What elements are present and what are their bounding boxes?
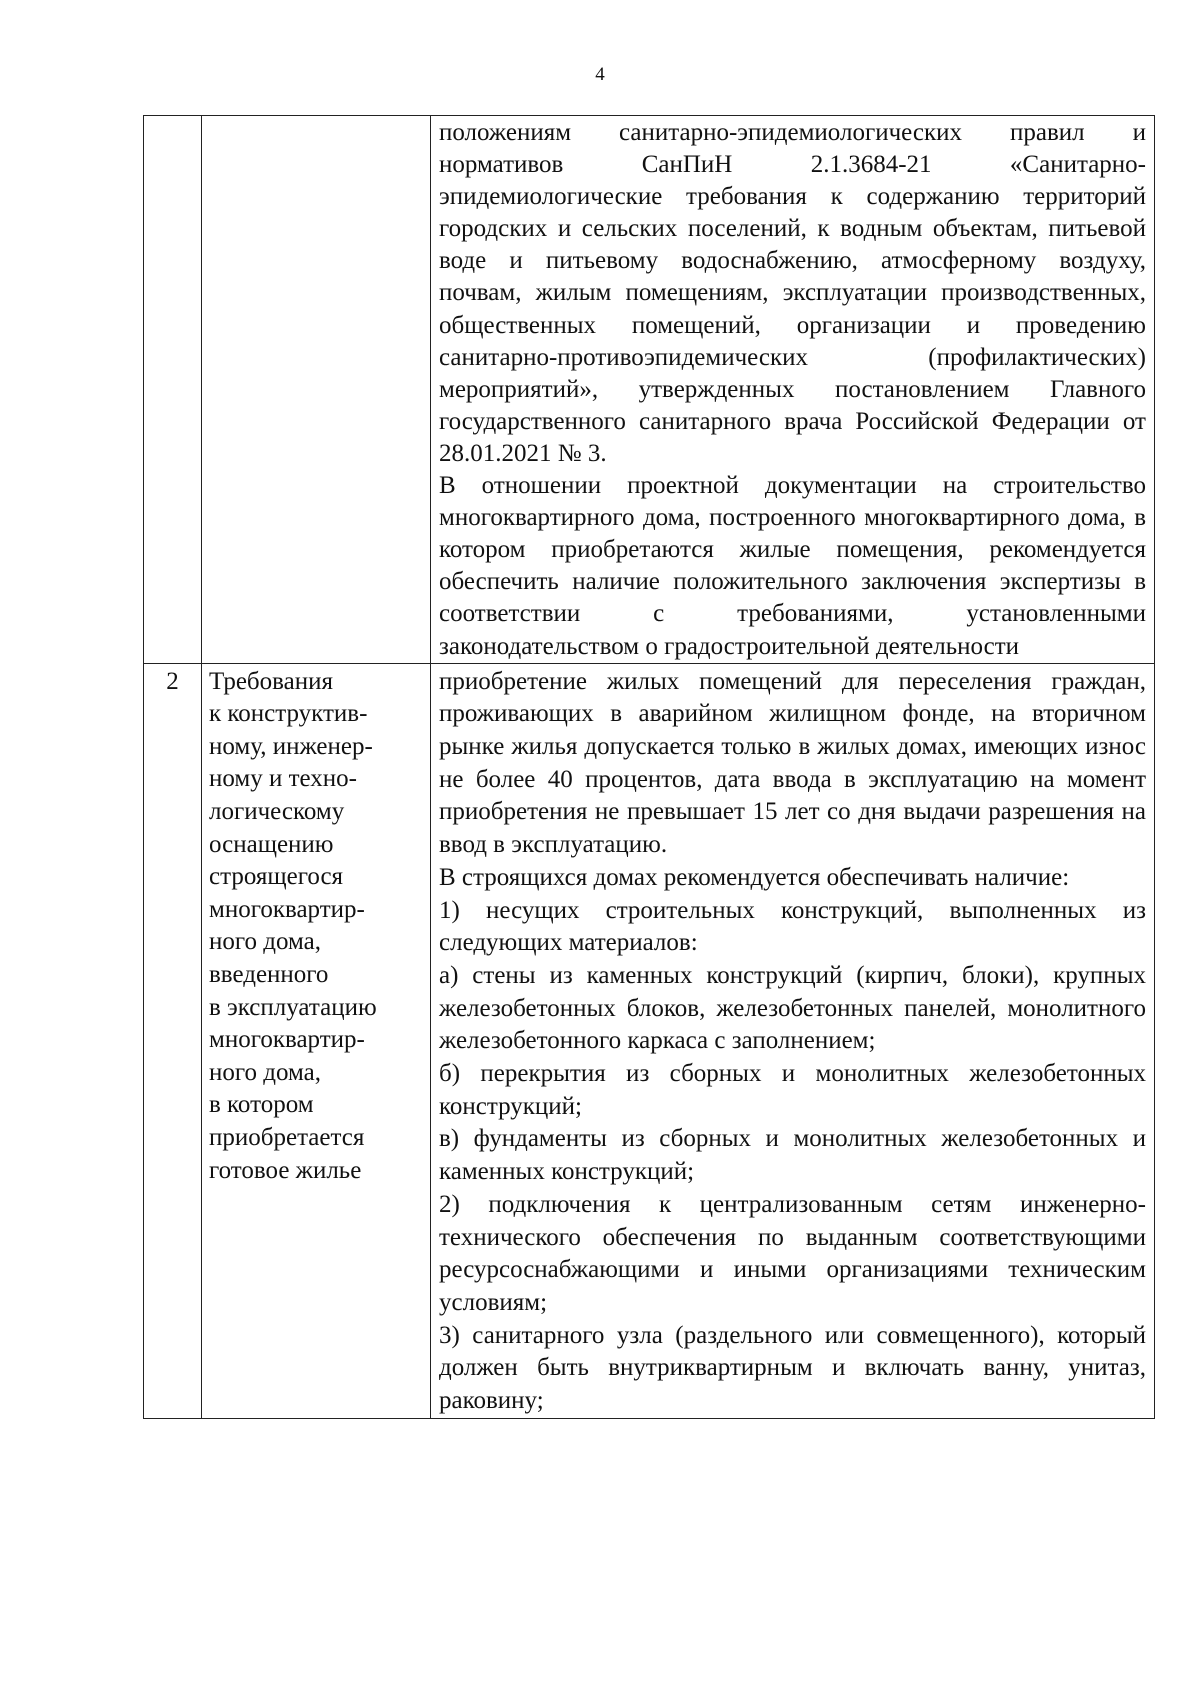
requirement-line: приобретается (209, 1123, 365, 1151)
requirement-title (202, 116, 430, 118)
paragraph: 2) подключения к централизованным сетям инженерно-технического обеспечения по выданным соответствующими ресурсоснабжающими и иными организациями техническим условиям; (439, 1190, 1146, 1316)
requirement-line: в эксплуатацию (209, 993, 377, 1021)
requirement-line: многоквартир- (209, 1026, 365, 1054)
paragraph: В отношении проектной документации на строительство многоквартирного дома, построенного многоквартирного дома, в котором приобретаются жилые помещения, рекомендуется обеспечить наличие положительного заключения экспертизы в соответствии с требованиями, установленными законодательством о градостроительной деятельности (439, 472, 1146, 660)
text-cell (431, 663, 1155, 1418)
paragraph: в) фундаменты из сборных и монолитных железобетонных и каменных конструкций; (439, 1125, 1146, 1186)
row-number-cell (144, 663, 202, 1418)
requirement-line: готовое жилье (209, 1156, 362, 1184)
requirement-line: многоквартир- (209, 895, 365, 923)
requirements-table (143, 115, 1155, 1419)
requirement-cell (202, 116, 431, 664)
requirement-line: ному и техно- (209, 765, 357, 793)
paragraph: В строящихся домах рекомендуется обеспечивать наличие: (439, 863, 1070, 891)
requirement-line: логическому (209, 797, 345, 825)
requirement-line: ного дома, (209, 928, 321, 956)
table-row (144, 663, 1155, 1418)
paragraph: б) перекрытия из сборных и монолитных железобетонных конструкций; (439, 1060, 1146, 1120)
requirement-line: к конструктив- (209, 700, 368, 728)
text-cell (431, 116, 1155, 664)
paragraph: приобретение жилых помещений для переселения граждан, проживающих в аварийном жилищном фонде, на вторичном рынке жилья допускается только в жилых домах, имеющих износ не более 40 процентов, дата ввода в эксплуатацию на момент приобретения не превышает 15 лет со дня выдачи разрешения на ввод в эксплуатацию. (439, 667, 1146, 859)
row-text (431, 664, 1154, 1418)
paragraph: 1) несущих строительных конструкций, выполненных из следующих материалов: (439, 896, 1146, 957)
requirement-line: строящегося (209, 863, 344, 891)
requirement-line: ному, инженер- (209, 732, 373, 760)
requirement-cell (202, 663, 431, 1418)
requirement-line: введенного (209, 960, 329, 988)
page-number: 4 (595, 64, 605, 85)
requirement-line: оснащению (209, 830, 334, 858)
paragraph: а) стены из каменных конструкций (кирпич, блоки), крупных железобетонных блоков, железобетонных панелей, монолитного железобетонного каркаса с заполнением; (439, 961, 1146, 1055)
table-row (144, 116, 1155, 664)
row-number-cell (144, 116, 202, 664)
requirement-line: ного дома, (209, 1058, 321, 1086)
row-text (431, 116, 1154, 663)
requirement-line: в котором (209, 1091, 314, 1119)
paragraph: положениям санитарно-эпидемиологических правил и нормативов СанПиН 2.1.3684-21 «Санитарно-эпидемиологические требования к содержанию территорий городских и сельских поселений, к водным объектам, питьевой воде и питьевому водоснабжению, атмосферному воздуху, почвам, жилым помещениям, эксплуатации производственных, общественных помещений, организации и проведению санитарно-противоэпидемических (профилактических) мероприятий», утвержденных постановлением Главного государственного санитарного врача Российской Федерации от 28.01.2021 № 3. (439, 119, 1146, 467)
row-number: 2 (166, 667, 179, 695)
paragraph: 3) санитарного узла (раздельного или совмещенного), который должен быть внутриквартирным и включать ванну, унитаз, раковину; (439, 1321, 1146, 1415)
requirement-line: Требования (209, 667, 333, 695)
row-number (144, 116, 201, 118)
requirement-title (202, 664, 430, 1188)
